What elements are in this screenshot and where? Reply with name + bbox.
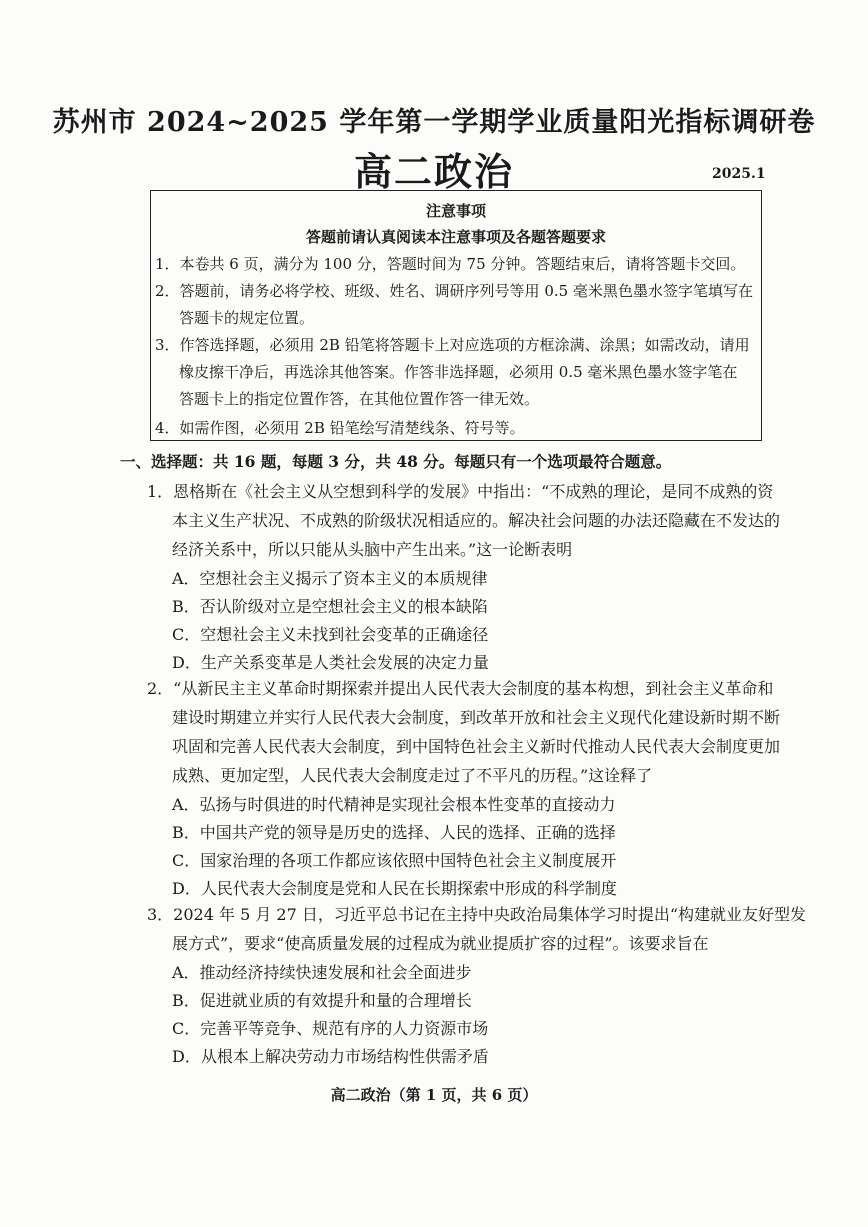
- notice-line: 2．答题前，请务必将学校、班级、姓名、调研序列号等用 0.5 毫米黑色墨水签字笔填写在: [155, 282, 753, 300]
- question-2-option-a: A．弘扬与时俱进的时代精神是实现社会根本性变革的直接动力: [172, 795, 616, 814]
- question-1-option-d: D．生产关系变革是人类社会发展的决定力量: [172, 653, 489, 672]
- section-heading: 一、选择题：共 16 题，每题 3 分，共 48 分。每题只有一个选项最符合题意。: [120, 452, 672, 471]
- notice-divider: [150, 440, 762, 441]
- notice-subheading: 答题前请认真阅读本注意事项及各题答题要求: [305, 228, 606, 246]
- subject-title: 高二政治: [353, 149, 514, 194]
- page-footer: 高二政治（第 1 页，共 6 页）: [330, 1086, 538, 1104]
- question-3-option-c: C．完善平等竞争、规范有序的人力资源市场: [172, 1019, 489, 1038]
- question-1-option-c: C．空想社会主义未找到社会变革的正确途径: [172, 625, 489, 644]
- notice-line: 1．本卷共 6 页，满分为 100 分，答题时间为 75 分钟。答题结束后，请将答题卡交回。: [155, 255, 746, 273]
- question-3-line: 3．2024 年 5 月 27 日，习近平总书记在主持中央政治局集体学习时提出“构建就业友好型发: [147, 905, 807, 924]
- question-2-line: 巩固和完善人民代表大会制度，到中国特色社会主义新时代推动人民代表大会制度更加: [172, 737, 781, 756]
- exam-date: 2025.1: [712, 166, 766, 182]
- question-3-option-b: B．促进就业质的有效提升和量的合理增长: [172, 991, 472, 1010]
- exam-title: 苏州市 2024~2025 学年第一学期学业质量阳光指标调研卷: [52, 107, 816, 138]
- question-3-option-a: A．推动经济持续快速发展和社会全面进步: [172, 963, 472, 982]
- question-1-line: 经济关系中，所以只能从头脑中产生出来。”这一论断表明: [172, 540, 573, 559]
- notice-heading: 注意事项: [425, 202, 486, 220]
- question-2-option-d: D．人民代表大会制度是党和人民在长期探索中形成的科学制度: [172, 879, 617, 898]
- question-1-line: 本主义生产状况、不成熟的阶级状况相适应的。解决社会问题的办法还隐藏在不发达的: [172, 511, 781, 530]
- question-1-option-a: A．空想社会主义揭示了资本主义的本质规律: [172, 569, 488, 588]
- notice-line: 橡皮擦干净后，再选涂其他答案。作答非选择题，必须用 0.5 毫米黑色墨水签字笔在: [179, 363, 738, 381]
- question-3-line: 展方式”，要求“使高质量发展的过程成为就业提质扩容的过程”。该要求旨在: [172, 934, 709, 953]
- question-2-line: 建设时期建立并实行人民代表大会制度，到改革开放和社会主义现代化建设新时期不断: [172, 708, 781, 727]
- question-3-option-d: D．从根本上解决劳动力市场结构性供需矛盾: [172, 1047, 489, 1066]
- question-2-option-c: C．国家治理的各项工作都应该依照中国特色社会主义制度展开: [172, 851, 617, 870]
- notice-box: [150, 190, 762, 441]
- notice-line: 4．如需作图，必须用 2B 铅笔绘写清楚线条、符号等。: [155, 419, 525, 437]
- notice-line: 答题卡的规定位置。: [179, 309, 315, 327]
- question-1-option-b: B．否认阶级对立是空想社会主义的根本缺陷: [172, 597, 488, 616]
- question-2-line: 2．“从新民主主义革命时期探索并提出人民代表大会制度的基本构想，到社会主义革命和: [147, 679, 774, 698]
- question-1-line: 1．恩格斯在《社会主义从空想到科学的发展》中指出：“不成熟的理论，是同不成熟的资: [147, 482, 774, 501]
- question-2-line: 成熟、更加定型，人民代表大会制度走过了不平凡的历程。”这诠释了: [172, 766, 653, 785]
- notice-line: 答题卡上的指定位置作答，在其他位置作答一律无效。: [179, 390, 540, 408]
- notice-line: 3．作答选择题，必须用 2B 铅笔将答题卡上对应选项的方框涂满、涂黑；如需改动，请用: [155, 336, 750, 354]
- question-2-option-b: B．中国共产党的领导是历史的选择、人民的选择、正确的选择: [172, 823, 616, 842]
